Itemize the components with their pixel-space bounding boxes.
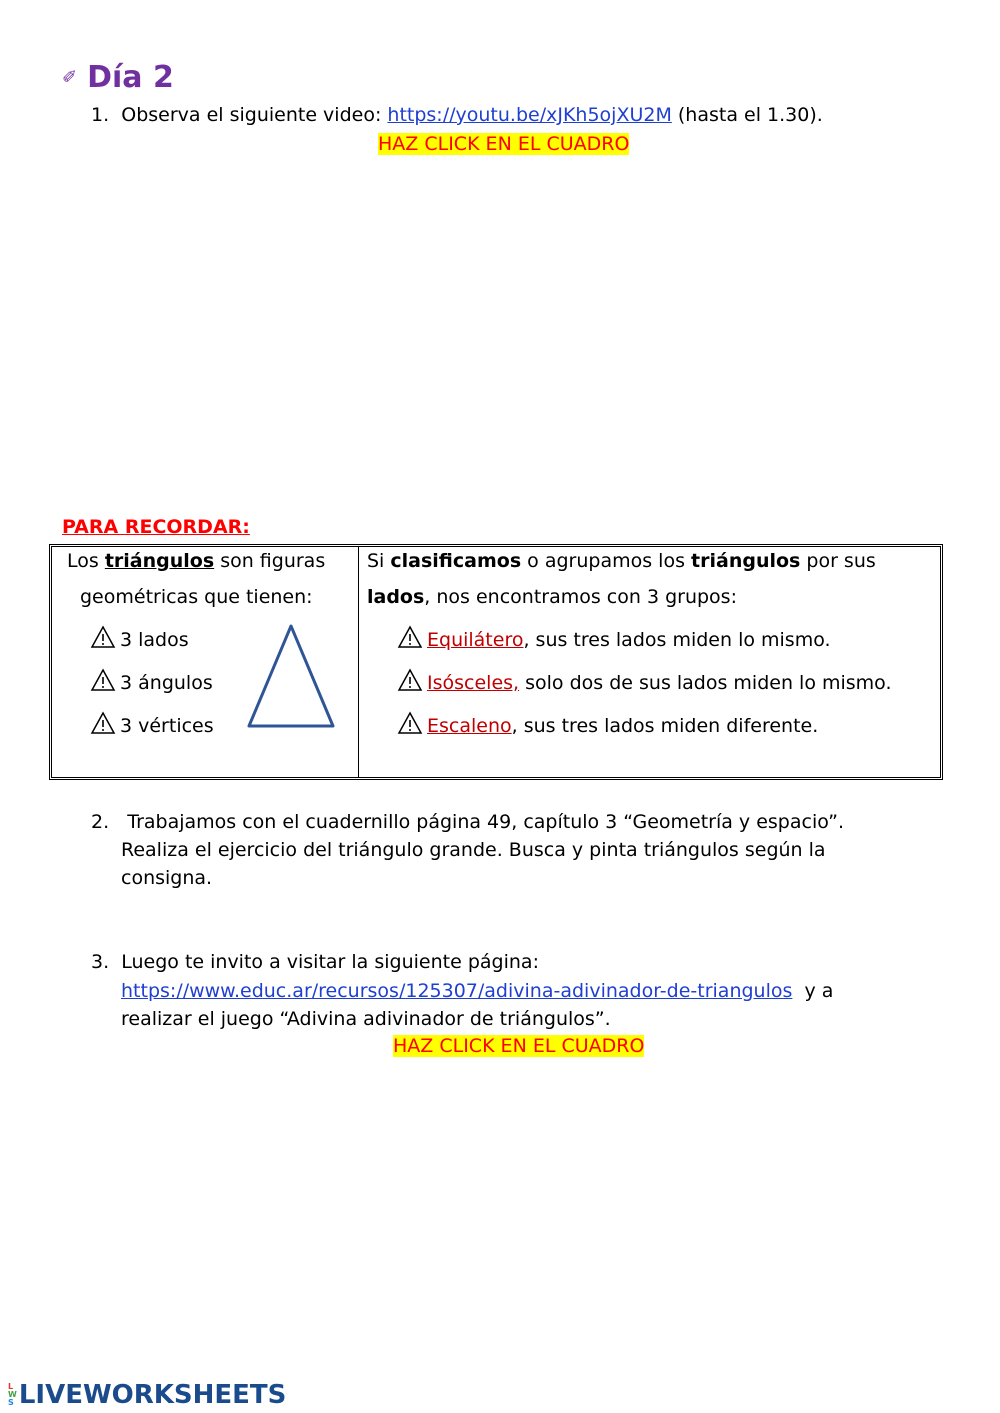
triangle-property-3: 3 vértices [90,708,214,744]
warning-icon [90,625,116,649]
liveworksheets-logo [8,1380,286,1410]
logo-text: LIVEWORKSHEETS [18,1380,287,1410]
item-3-line-2: https://www.educ.ar/recursos/125307/adivina-adivinador-de-triangulos y a [121,980,834,1002]
pencil-icon: ✐ [62,67,78,88]
item-3-line-3: realizar el juego “Adivina adivinador de triángulos”. [121,1008,611,1030]
warning-icon [397,668,423,692]
item-2-line-3: consigna. [121,867,213,889]
item-3-line-1: 3. Luego te invito a visitar la siguiente página: [91,951,539,973]
triangle-type-equilateral: Equilátero, sus tres lados miden lo mismo. [397,622,831,658]
warning-icon [397,625,423,649]
left-cell-line-1: Los triángulos son figuras [67,550,326,572]
item-2-line-1: 2. Trabajamos con el cuadernillo página 49, capítulo 3 “Geometría y espacio”. [91,811,845,833]
triangle-property-2: 3 ángulos [90,665,213,701]
day-heading [62,60,174,95]
warning-icon [90,711,116,735]
triangle-type-isosceles: Isósceles, solo dos de sus lados miden lo mismo. [397,665,892,701]
right-cell-line-1: Si clasificamos o agrupamos los triángulos por sus [367,550,876,572]
warning-icon [90,668,116,692]
video-link[interactable]: https://youtu.be/xJKh5ojXU2M [387,104,672,126]
triangle-property-1: 3 lados [90,622,189,658]
right-cell-line-2: lados, nos encontramos con 3 grupos: [367,586,737,608]
item-1 [91,101,823,129]
page-title: Día 2 [87,60,174,95]
triangle-type-scalene: Escaleno, sus tres lados miden diferente. [397,708,818,744]
triangle-drawing [245,622,337,730]
item-2-line-2: Realiza el ejercicio del triángulo grande. Busca y pinta triángulos según la [121,839,826,861]
item-number: 1. [91,104,110,126]
table-divider [358,546,359,777]
click-box-label-1[interactable]: HAZ CLICK EN EL CUADRO [378,133,630,155]
left-cell-line-2: geométricas que tienen: [80,586,313,608]
remember-heading: PARA RECORDAR: [62,516,250,538]
logo-mark: L W S [8,1382,17,1407]
item-1-text: Observa el siguiente video: [121,104,388,126]
warning-icon [397,711,423,735]
educ-ar-link[interactable]: https://www.educ.ar/recursos/125307/adivina-adivinador-de-triangulos [121,980,793,1002]
click-box-label-2[interactable]: HAZ CLICK EN EL CUADRO [393,1035,645,1057]
item-1-suffix: (hasta el 1.30). [671,104,823,126]
